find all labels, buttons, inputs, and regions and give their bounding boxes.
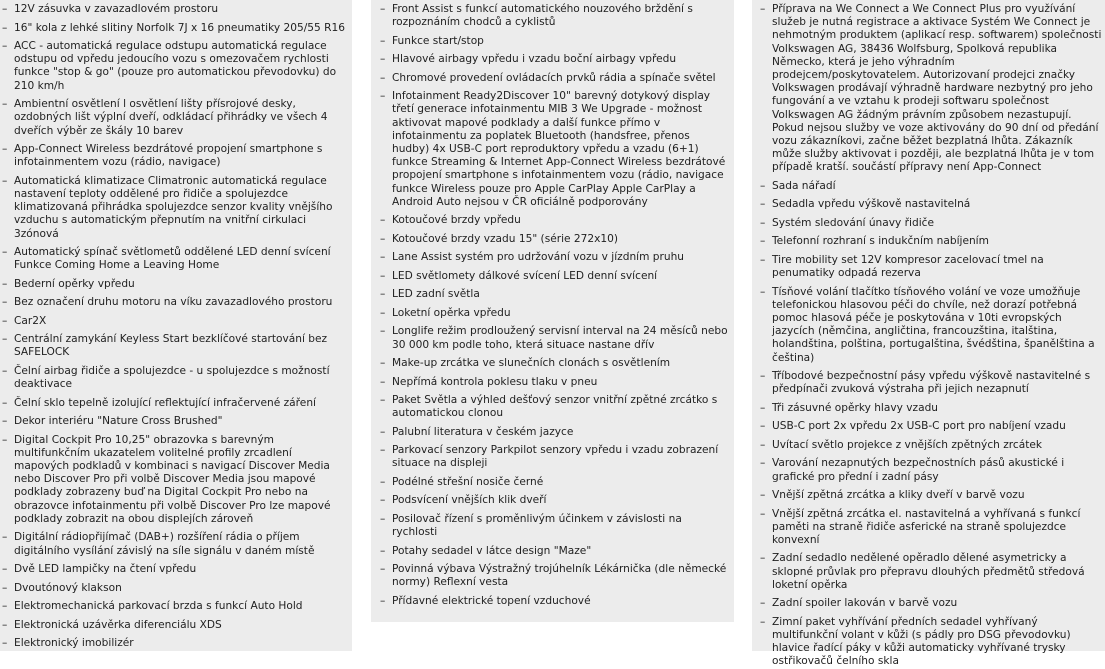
equipment-item: – Lane Assist systém pro udržování vozu v jízdním pruhu bbox=[378, 251, 728, 264]
equipment-item: – Hlavové airbagy vpředu i vzadu boční airbagy vpředu bbox=[378, 53, 728, 66]
equipment-item: – Funkce start/stop bbox=[378, 35, 728, 48]
equipment-item: – Front Assist s funkcí automatického nouzového brždění s rozpoznáním chodců a cyklistů bbox=[378, 3, 728, 29]
equipment-column-2 bbox=[371, 0, 734, 622]
equipment-item: – Automatická klimatizace Climatronic automatická regulace nastavení teploty oddělené pro řidiče a spolujezdce klimatizovaná přihrádka spolujezdce senzor kvality vnějšího vzduchu s automatickým přepnutím na vnitřní cirkulaci 3zónová bbox=[0, 175, 346, 241]
equipment-item: – Uvítací světlo projekce z vnějších zpětných zrcátek bbox=[758, 439, 1103, 452]
equipment-item: – Parkovací senzory Parkpilot senzory vpředu i vzadu zobrazení situace na displeji bbox=[378, 444, 728, 470]
equipment-column-3 bbox=[752, 0, 1105, 668]
equipment-list-3 bbox=[758, 3, 1103, 669]
equipment-item: – Povinná výbava Výstražný trojúhelník Lékárnička (dle německé normy) Reflexní vesta bbox=[378, 563, 728, 589]
equipment-item: – Tři zásuvné opěrky hlavy vzadu bbox=[758, 402, 1103, 415]
equipment-item: – ACC - automatická regulace odstupu automatická regulace odstupu od vpředu jedoucího vozu s omezovačem rychlosti funkce "stop & go" (pouze pro automatickou převodovku) do 210 km/h bbox=[0, 40, 346, 93]
equipment-item: – Dvě LED lampičky na čtení vpředu bbox=[0, 563, 346, 576]
equipment-item: – Digitální rádiopřijímač (DAB+) rozšíření rádia o příjem digitálního vysílání závislý na síle signálu v daném místě bbox=[0, 531, 346, 557]
equipment-item: – Podsvícení vnějších klik dveří bbox=[378, 494, 728, 507]
equipment-item: – Bederní opěrky vpředu bbox=[0, 278, 346, 291]
equipment-item: – Loketní opěrka vpředu bbox=[378, 307, 728, 320]
equipment-item: – Čelní sklo tepelně izolující reflektující infračervené záření bbox=[0, 397, 346, 410]
equipment-item: – Podélné střešní nosiče černé bbox=[378, 476, 728, 489]
equipment-item: – Telefonní rozhraní s indukčním nabíjením bbox=[758, 235, 1103, 248]
equipment-item: – Ambientní osvětlení l osvětlení lišty přísrojové desky, ozdobných lišt výplní dveří, odkládací přihrádky ve všech 4 dveřích výběr ze škály 10 barev bbox=[0, 98, 346, 138]
equipment-item: – Sada nářadí bbox=[758, 180, 1103, 193]
equipment-item: – Přídavné elektrické topení vzduchové bbox=[378, 595, 728, 608]
equipment-item: – Zadní sedadlo nedělené opěradlo dělené asymetricky a sklopné průvlak pro přepravu dlouhých předmětů středová loketní opěrka bbox=[758, 552, 1103, 592]
equipment-item: – Příprava na We Connect a We Connect Plus pro využívání služeb je nutná registrace a aktivace Systém We Connect je nehmotným produktem (aplikací resp. softwarem) společnosti Volkswagen AG, 38436 Wolfsburg, Spolková republika Německo, která je jeho výhradním prodejcem/poskytovatelem. Autorizovaní prodejci značky Volkswagen prodávají výhradně hardware nezbytný pro jeho fungování a ve vztahu k prodeji softwaru společnost Volkswagen AG žádným právním způsobem nezastupují. Pokud nejsou služby ve voze aktivovány do 90 dní od předání vozu zákazníkovi, začne běžet bezplatná lhůta. Zákazník může služby aktivovat i později, ale bezplatná lhůta je v tom případě kratší. součástí přípravy není App-Connect bbox=[758, 3, 1103, 175]
equipment-list-1 bbox=[0, 3, 346, 650]
equipment-item: – Dekor interiéru "Nature Cross Brushed" bbox=[0, 415, 346, 428]
equipment-item: – Chromové provedení ovládacích prvků rádia a spínače světel bbox=[378, 72, 728, 85]
equipment-item: – Longlife režim prodloužený servisní interval na 24 měsíců nebo 30 000 km podle toho, která situace nastane dřív bbox=[378, 325, 728, 351]
equipment-item: – Varování nezapnutých bezpečnostních pásů akustické i grafické pro přední i zadní pásy bbox=[758, 457, 1103, 483]
equipment-item: – Dvoutónový klakson bbox=[0, 582, 346, 595]
equipment-list-2 bbox=[378, 3, 728, 608]
equipment-item: – Zadní spoiler lakován v barvě vozu bbox=[758, 597, 1103, 610]
equipment-item: – Car2X bbox=[0, 315, 346, 328]
equipment-item: – Vnější zpětná zrcátka a kliky dveří v barvě vozu bbox=[758, 489, 1103, 502]
equipment-item: – Sedadla vpředu výškově nastavitelná bbox=[758, 198, 1103, 211]
equipment-item: – USB-C port 2x vpředu 2x USB-C port pro nabíjení vzadu bbox=[758, 420, 1103, 433]
equipment-item: – Vnější zpětná zrcátka el. nastavitelná a vyhřívaná s funkcí paměti na straně řidiče asferické na straně spolujezdce konvexní bbox=[758, 508, 1103, 548]
equipment-item: – Make-up zrcátka ve slunečních clonách s osvětlením bbox=[378, 357, 728, 370]
equipment-item: – Posilovač řízení s proměnlivým účinkem v závislosti na rychlosti bbox=[378, 513, 728, 539]
equipment-item: – Kotoučové brzdy vpředu bbox=[378, 214, 728, 227]
equipment-item: – Kotoučové brzdy vzadu 15" (série 272x10) bbox=[378, 233, 728, 246]
equipment-item: – Systém sledování únavy řidiče bbox=[758, 217, 1103, 230]
equipment-item: – App-Connect Wireless bezdrátové propojení smartphone s infotainmentem vozu (rádio, navigace) bbox=[0, 143, 346, 169]
equipment-item: – Palubní literatura v českém jazyce bbox=[378, 426, 728, 439]
equipment-item: – 12V zásuvka v zavazadlovém prostoru bbox=[0, 3, 346, 16]
equipment-item: – Infotainment Ready2Discover 10" barevný dotykový display třetí generace infotainmentu MIB 3 We Upgrade - možnost aktivovat mapové podklady a další funkce přímo v infotainmentu za poplatek Bluetooth (handsfree, přenos hudby) 4x USB-C port reproduktory vpředu a vzadu (6+1) funkce Streaming & Internet App-Connect Wireless bezdrátové propojení smartphone s infotainmentem vozu (rádio, navigace funkce Wireless pouze pro Apple CarPlay Apple CarPlay a Android Auto nejsou v ČR oficiálně podporovány bbox=[378, 90, 728, 209]
equipment-item: – Potahy sedadel v látce design "Maze" bbox=[378, 545, 728, 558]
equipment-item: – Centrální zamykání Keyless Start bezklíčové startování bez SAFELOCK bbox=[0, 333, 346, 359]
equipment-item: – Automatický spínač světlometů oddělené LED denní svícení Funkce Coming Home a Leaving Home bbox=[0, 246, 346, 272]
equipment-item: – LED světlomety dálkové svícení LED denní svícení bbox=[378, 270, 728, 283]
equipment-item: – Elektromechanická parkovací brzda s funkcí Auto Hold bbox=[0, 600, 346, 613]
equipment-item: – Elektronická uzávěrka diferenciálu XDS bbox=[0, 619, 346, 632]
equipment-item: – Čelní airbag řidiče a spolujezdce - u spolujezdce s možností deaktivace bbox=[0, 365, 346, 391]
equipment-item: – Paket Světla a výhled dešťový senzor vnitřní zpětné zrcátko s automatickou clonou bbox=[378, 394, 728, 420]
equipment-item: – LED zadní světla bbox=[378, 288, 728, 301]
equipment-item: – Tire mobility set 12V kompresor zacelovací tmel na penumatiky odpadá rezerva bbox=[758, 254, 1103, 280]
equipment-item: – 16" kola z lehké slitiny Norfolk 7J x 16 pneumatiky 205/55 R16 bbox=[0, 22, 346, 35]
equipment-item: – Zimní paket vyhřívání předních sedadel vyhřívaný multifunkční volant v kůži (s pádly pro DSG převodovku) hlavice řadící páky v kůži automaticky vyhřívané trysky ostřikovačů čelního skla bbox=[758, 616, 1103, 669]
equipment-item: – Nepřímá kontrola poklesu tlaku v pneu bbox=[378, 376, 728, 389]
equipment-item: – Bez označení druhu motoru na víku zavazadlového prostoru bbox=[0, 296, 346, 309]
equipment-item: – Tříbodové bezpečnostní pásy vpředu výškově nastavitelné s předpínači zvuková výstraha při jejich nezapnutí bbox=[758, 370, 1103, 396]
equipment-item: – Tísňové volání tlačítko tísňového volání ve voze umožňuje telefonickou hlasovou péči do chvíle, než dorazí potřebná pomoc hlasová péče je poskytována v 10ti evropských jazycích (němčina, angličtina, francouzština, italština, holandština, polština, portugalština, švédština, španělština a čeština) bbox=[758, 286, 1103, 365]
equipment-item: – Elektronický imobilizér bbox=[0, 637, 346, 650]
equipment-column-1 bbox=[0, 0, 352, 651]
equipment-item: – Digital Cockpit Pro 10,25" obrazovka s barevným multifunkčním ukazatelem volitelné profily zrcadlení mapových podkladů v kombinaci s navigací Discover Media nebo Discover Pro při volbě Discover Media jsou mapové podklady zobrazeny buď na Digital Cockpit Pro nebo na obrazovce infotainmentu při volbě Discover Pro lze mapové podklady zobrazit na obou displejích zároveň bbox=[0, 434, 346, 526]
